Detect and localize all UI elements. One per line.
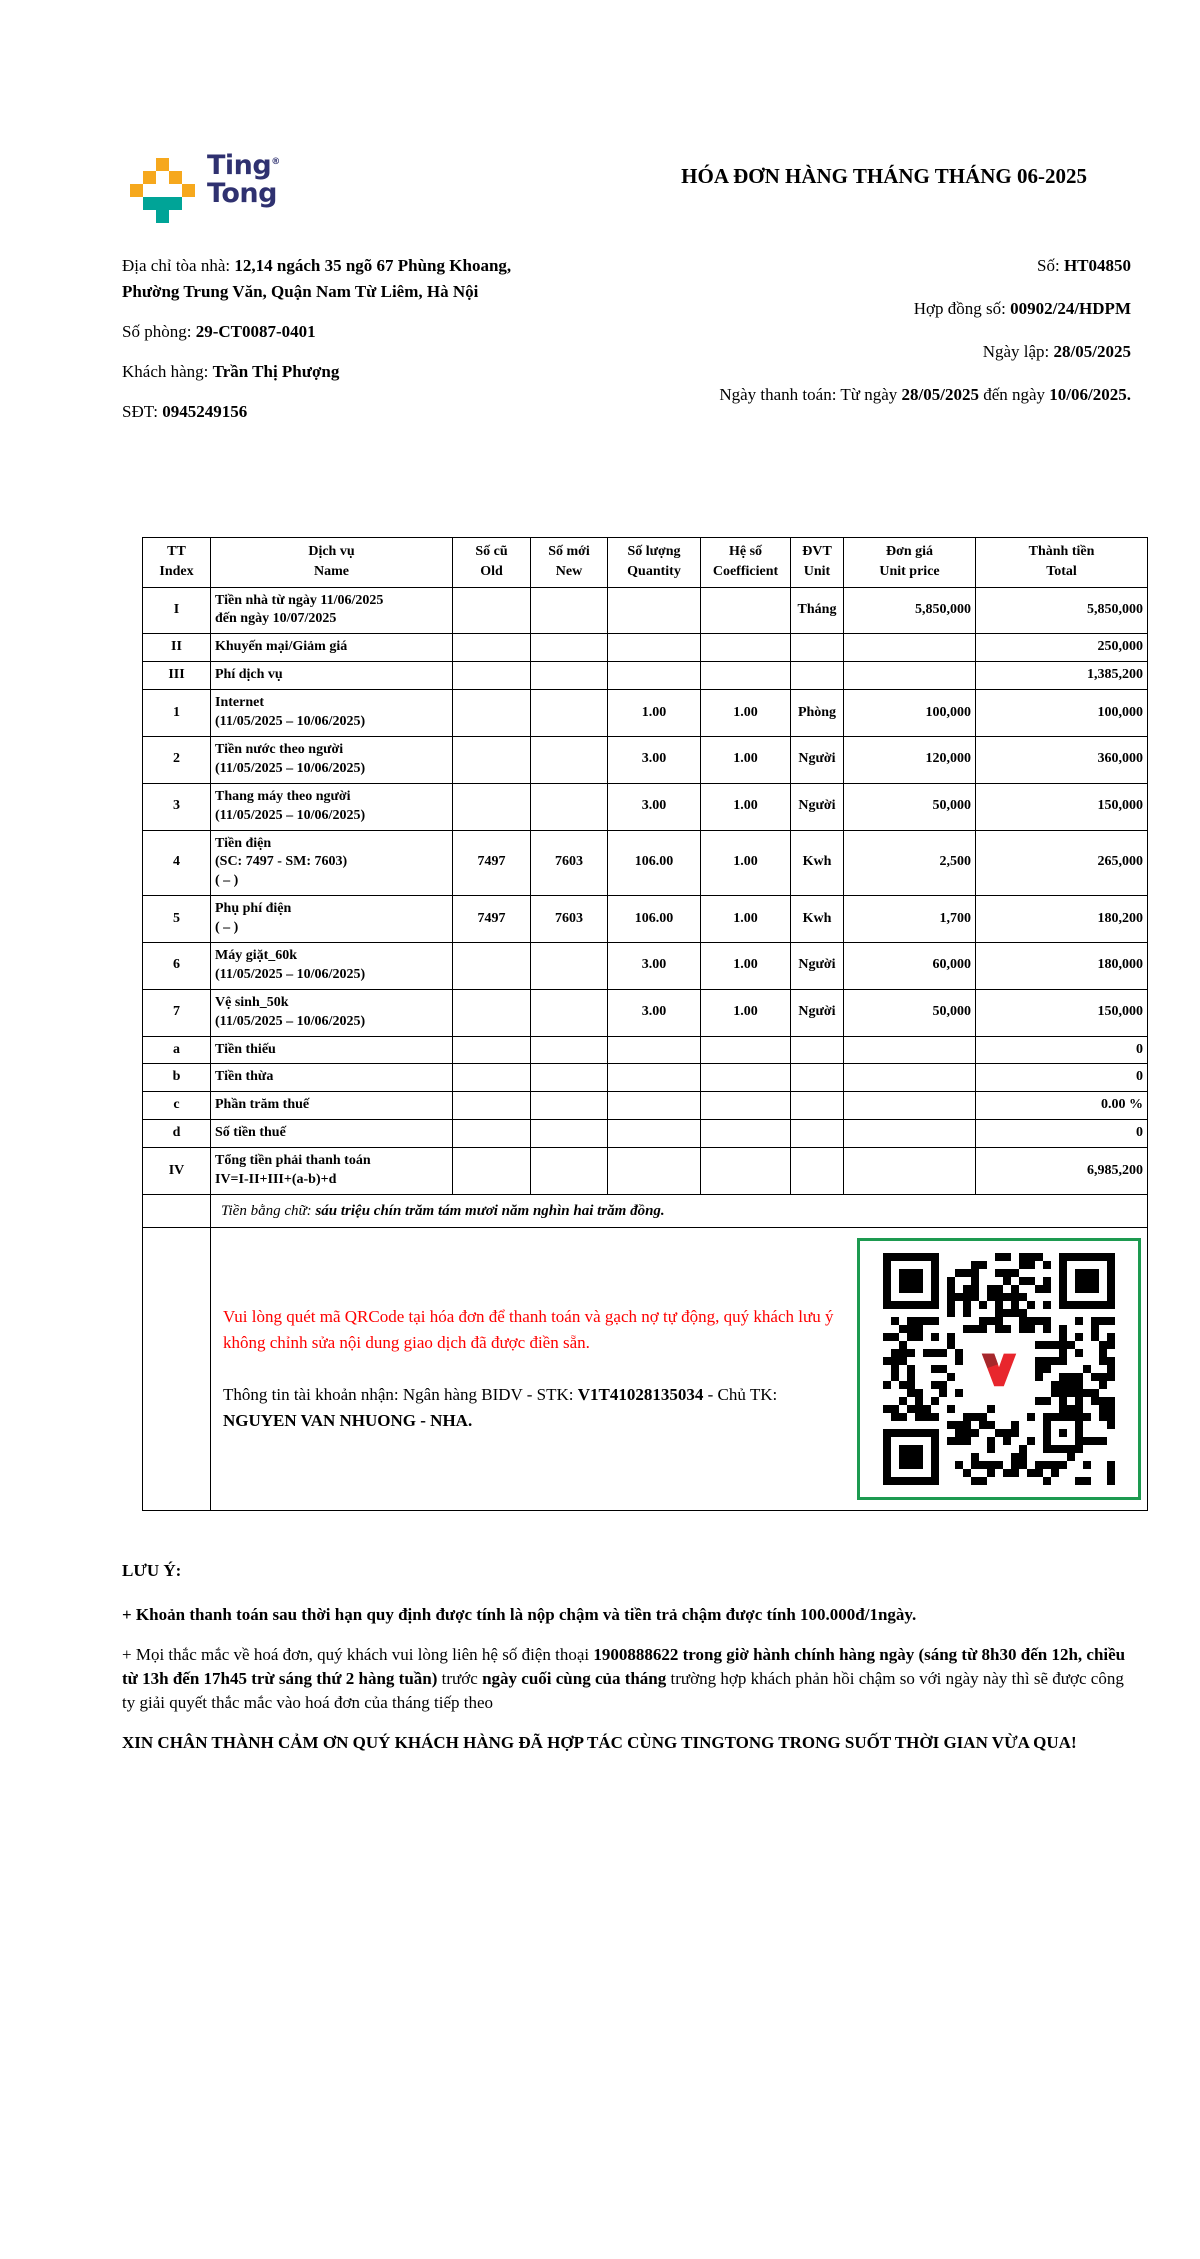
table-row: 5 Phụ phí điện ( – ) 7497 7603 106.00 1.00 Kwh 1,700 180,200 bbox=[143, 896, 1148, 943]
customer-info bbox=[122, 253, 572, 439]
tingtong-logo-icon bbox=[130, 158, 195, 223]
tingtong-logo bbox=[130, 152, 280, 223]
column-header: TT Index bbox=[143, 538, 211, 588]
empty-cell bbox=[143, 1228, 211, 1511]
notes-heading: LƯU Ý: bbox=[122, 1561, 182, 1581]
table-row: IV Tổng tiền phải thanh toán IV=I-II+III+(a-b)+d 6,985,200 bbox=[143, 1148, 1148, 1195]
table-header-row bbox=[143, 538, 1148, 588]
table-row: III Phí dịch vụ 1,385,200 bbox=[143, 662, 1148, 690]
column-header: Hệ số Coefficient bbox=[701, 538, 791, 588]
invoice-number: Số: HT04850 bbox=[1037, 256, 1131, 275]
invoice-info bbox=[122, 253, 1147, 439]
column-header: Số cũ Old bbox=[453, 538, 531, 588]
table-row: b Tiền thừa 0 bbox=[143, 1064, 1148, 1092]
table-row: d Số tiền thuế 0 bbox=[143, 1120, 1148, 1148]
table-row: 6 Máy giặt_60k (11/05/2025 – 10/06/2025) 3.00 1.00 Người 60,000 180,000 bbox=[143, 942, 1148, 989]
payment-qr-code bbox=[857, 1238, 1141, 1500]
amount-in-words-row bbox=[143, 1194, 1148, 1227]
empty-cell bbox=[143, 1194, 211, 1227]
contract-number: Hợp đồng số: 00902/24/HDPM bbox=[913, 299, 1131, 318]
table-row: a Tiền thiếu 0 bbox=[143, 1036, 1148, 1064]
payment-period: Ngày thanh toán: Từ ngày 28/05/2025 đến ngày 10/06/2025. bbox=[719, 385, 1131, 404]
registered-mark: ® bbox=[271, 157, 280, 167]
brand-line1: Ting bbox=[207, 150, 272, 181]
tingtong-wordmark bbox=[207, 152, 280, 207]
payment-instructions bbox=[223, 1304, 843, 1434]
table-row: I Tiền nhà từ ngày 11/06/2025 đến ngày 10/07/2025 Tháng 5,850,000 5,850,000 bbox=[143, 587, 1148, 634]
building-address: Địa chỉ tòa nhà: 12,14 ngách 35 ngõ 67 Phùng Khoang, Phường Trung Văn, Quận Nam Từ Liêm, Hà Nội bbox=[122, 256, 512, 301]
customer-phone: SĐT: 0945249156 bbox=[122, 402, 248, 421]
table-row: 2 Tiền nước theo người (11/05/2025 – 10/06/2025) 3.00 1.00 Người 120,000 360,000 bbox=[143, 736, 1148, 783]
hotline-note: + Mọi thắc mắc về hoá đơn, quý khách vui lòng liên hệ số điện thoại 1900888622 trong giờ hành chính hàng ngày (sáng từ 8h30 đến 12h, chiều từ 13h đến 17h45 trừ sáng thứ 2 hàng tuần) trước ngày cuối cùng của tháng trường hợp khách phản hồi chậm so với ngày này thì sẽ được công ty giải quyết thắc mắc vào hoá đơn của tháng tiếp theo bbox=[122, 1645, 1126, 1713]
late-payment-note: + Khoản thanh toán sau thời hạn quy định được tính là nộp chậm và tiền trả chậm được tính 100.000đ/1ngày. bbox=[122, 1605, 917, 1625]
invoice-title: HÓA ĐƠN HÀNG THÁNG THÁNG 06-2025 bbox=[681, 164, 1087, 188]
column-header: Thành tiền Total bbox=[976, 538, 1148, 588]
brand-line2: Tong bbox=[207, 177, 277, 209]
room-number: Số phòng: 29-CT0087-0401 bbox=[122, 322, 316, 341]
table-row: II Khuyến mại/Giảm giá 250,000 bbox=[143, 634, 1148, 662]
table-row: 7 Vệ sinh_50k (11/05/2025 – 10/06/2025) 3.00 1.00 Người 50,000 150,000 bbox=[143, 989, 1148, 1036]
column-header: ĐVT Unit bbox=[791, 538, 844, 588]
thank-you-note: XIN CHÂN THÀNH CẢM ƠN QUÝ KHÁCH HÀNG ĐÃ HỢP TÁC CÙNG TINGTONG TRONG SUỐT THỜI GIAN VỪA QUA! bbox=[122, 1733, 1077, 1753]
invoice-meta bbox=[691, 253, 1131, 439]
column-header: Dịch vụ Name bbox=[211, 538, 453, 588]
table-row: 1 Internet (11/05/2025 – 10/06/2025) 1.00 1.00 Phòng 100,000 100,000 bbox=[143, 690, 1148, 737]
column-header: Đơn giá Unit price bbox=[844, 538, 976, 588]
table-row: c Phần trăm thuế 0.00 % bbox=[143, 1092, 1148, 1120]
qr-warning-note: Vui lòng quét mã QRCode tại hóa đơn để thanh toán và gạch nợ tự động, quý khách lưu ý không chỉnh sửa nội dung giao dịch đã được điền sẵn. bbox=[223, 1307, 834, 1353]
qr-payment-row bbox=[143, 1228, 1148, 1511]
customer-name: Khách hàng: Trần Thị Phượng bbox=[122, 362, 340, 381]
issue-date: Ngày lập: 28/05/2025 bbox=[982, 342, 1131, 361]
column-header: Số mới New bbox=[531, 538, 608, 588]
table-row: 3 Thang máy theo người (11/05/2025 – 10/06/2025) 3.00 1.00 Người 50,000 150,000 bbox=[143, 783, 1148, 830]
amount-in-words: Tiền bằng chữ: sáu triệu chín trăm tám mươi năm nghìn hai trăm đồng. bbox=[211, 1194, 1148, 1227]
invoice-table bbox=[142, 537, 1148, 1511]
footer-notes bbox=[122, 1559, 1127, 1755]
table-row: 4 Tiền điện (SC: 7497 - SM: 7603) ( – ) 7497 7603 106.00 1.00 Kwh 2,500 265,000 bbox=[143, 830, 1148, 896]
qr-payment-cell bbox=[211, 1228, 1148, 1511]
vietqr-logo-icon bbox=[970, 1338, 1028, 1400]
header bbox=[122, 0, 1147, 223]
bank-account-info: Thông tin tài khoản nhận: Ngân hàng BIDV - STK: V1T41028135034 - Chủ TK: NGUYEN VAN NHUONG - NHA. bbox=[223, 1385, 778, 1431]
column-header: Số lượng Quantity bbox=[608, 538, 701, 588]
